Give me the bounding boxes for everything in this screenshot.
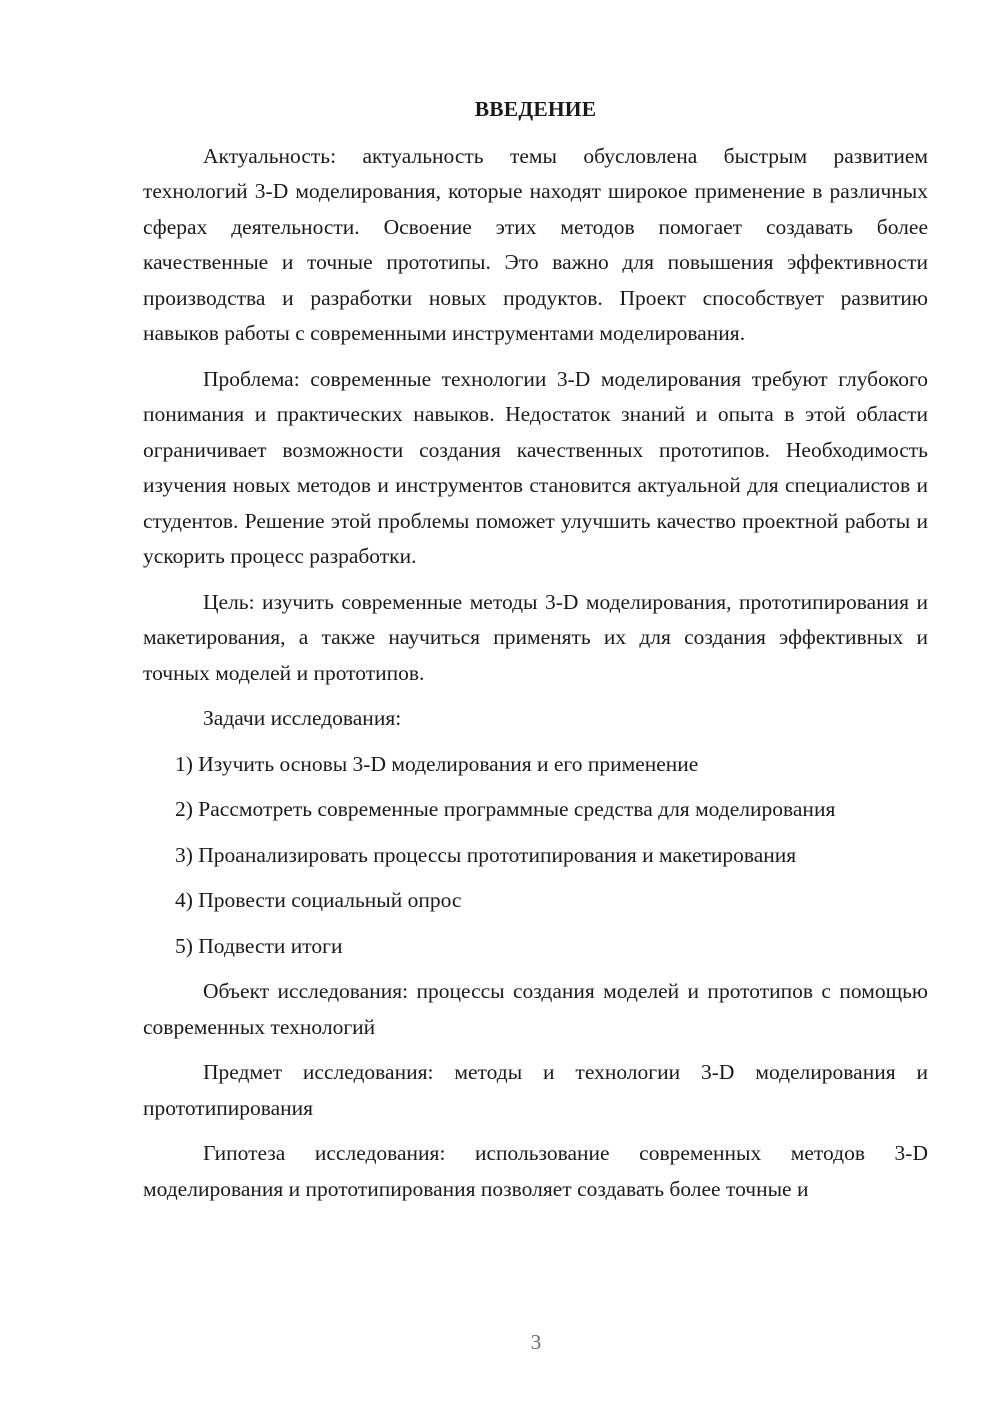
paragraph-relevance: Актуальность: актуальность темы обусловлена быстрым развитием технологий 3-D моделирования, которые находят широкое применение в различных сферах деятельности. Освоение этих методов помогает создавать более качественные и точные прототипы. Это важно для повышения эффективности производства и разработки новых продуктов. Проект способствует развитию навыков работы с современными инструментами моделирования. xyxy=(143,143,928,345)
paragraph-goal: Цель: изучить современные методы 3-D моделирования, прототипирования и макетирования, а также научиться применять их для создания эффективных и точных моделей и прототипов. xyxy=(143,589,928,685)
paragraph-object: Объект исследования: процессы создания моделей и прототипов с помощью современных технологий xyxy=(143,979,928,1039)
task-item-2: 2) Рассмотреть современные программные средства для моделирования xyxy=(175,797,836,821)
page-number: 3 xyxy=(530,1330,542,1354)
task-item-3: 3) Проанализировать процессы прототипирования и макетирования xyxy=(175,842,797,867)
paragraph-subject: Предмет исследования: методы и технологии 3-D моделирования и прототипирования xyxy=(143,1060,928,1120)
task-item-5: 5) Подвести итоги xyxy=(175,933,343,958)
paragraph-hypothesis: Гипотеза исследования: использование современных методов 3-D моделирования и прототипирования позволяет создавать более точные и xyxy=(143,1141,928,1201)
page-content xyxy=(143,92,928,1217)
page-title: ВВЕДЕНИЕ xyxy=(474,97,597,121)
tasks-heading: Задачи исследования: xyxy=(203,706,402,730)
task-item-1: 1) Изучить основы 3-D моделирования и его применение xyxy=(175,751,699,776)
paragraph-problem: Проблема: современные технологии 3-D моделирования требуют глубокого понимания и практических навыков. Недостаток знаний и опыта в этой области ограничивает возможности создания качественных прототипов. Необходимость изучения новых методов и инструментов становится актуальной для специалистов и студентов. Решение этой проблемы поможет улучшить качество проектной работы и ускорить процесс разработки. xyxy=(143,366,928,568)
task-item-4: 4) Провести социальный опрос xyxy=(175,888,462,912)
